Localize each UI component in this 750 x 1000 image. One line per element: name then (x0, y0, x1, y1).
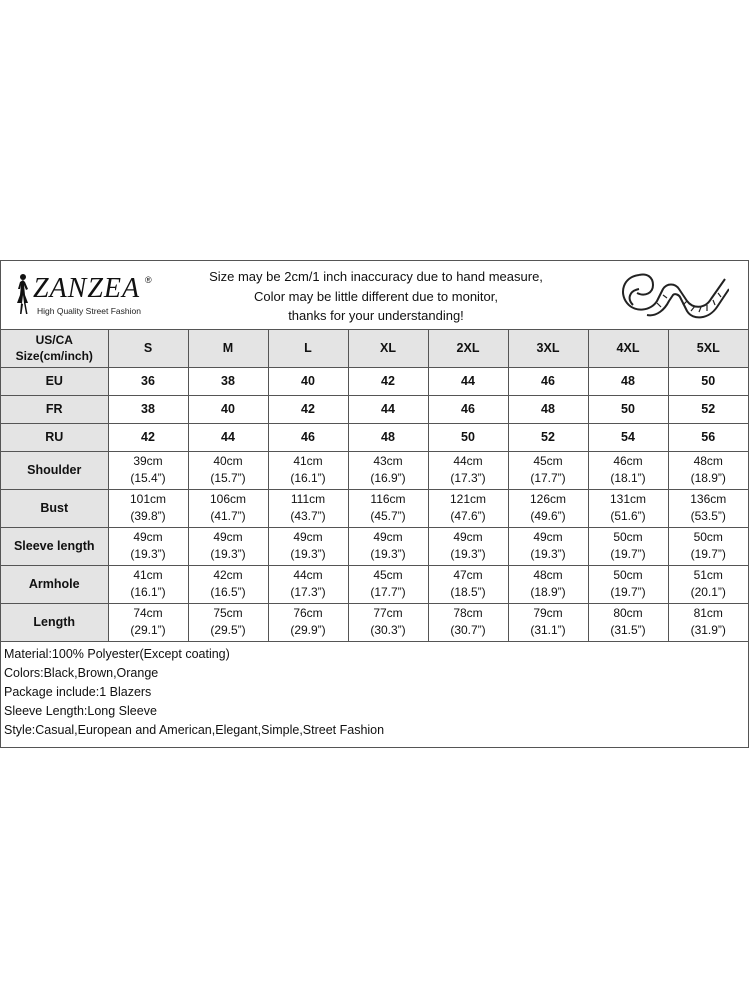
inch-value: (17.3”) (290, 585, 326, 599)
cm-value: 126cm (529, 492, 567, 506)
inch-value: (49.6”) (530, 509, 566, 523)
table-cell (588, 565, 668, 603)
cm-value: 78cm (453, 606, 483, 620)
table-cell (108, 527, 188, 565)
table-cell (348, 565, 428, 603)
cm-value: 45cm (533, 454, 563, 468)
inch-value: (16.9”) (370, 471, 406, 485)
brand-tagline: High Quality Street Fashion (37, 306, 141, 316)
inch-value: (43.7”) (290, 509, 326, 523)
table-cell: 52 (508, 423, 588, 451)
inch-value: (16.5”) (210, 585, 246, 599)
table-cell (108, 451, 188, 489)
table-cell (428, 451, 508, 489)
cm-value: 81cm (693, 606, 723, 620)
table-cell: 44 (348, 395, 428, 423)
inch-value: (30.3”) (370, 623, 406, 637)
cm-value: 44cm (293, 568, 323, 582)
inch-value: (31.5”) (610, 623, 646, 637)
detail-sleeve-length: Sleeve Length:Long Sleeve (4, 703, 157, 718)
inch-value: (20.1”) (690, 585, 726, 599)
table-cell: 56 (668, 423, 748, 451)
table-cell (588, 527, 668, 565)
table-cell: 42 (268, 395, 348, 423)
inch-value: (19.3”) (290, 547, 326, 561)
conversion-row (1, 395, 748, 423)
inch-value: (19.3”) (530, 547, 566, 561)
table-cell (348, 603, 428, 641)
table-cell: 52 (668, 395, 748, 423)
inch-value: (15.7”) (210, 471, 246, 485)
table-cell: 42 (108, 423, 188, 451)
cm-value: 111cm (290, 492, 326, 506)
disclaimer-line: Size may be 2cm/1 inch inaccuracy due to hand measure, (209, 269, 543, 284)
brand-logo (7, 269, 167, 321)
inch-value: (19.3”) (450, 547, 486, 561)
table-cell: 46 (268, 423, 348, 451)
table-cell: 42 (348, 367, 428, 395)
table-cell (668, 527, 748, 565)
inch-value: (31.9”) (690, 623, 726, 637)
conversion-row (1, 367, 748, 395)
inch-value: (41.7”) (210, 509, 246, 523)
size-label: S (108, 330, 188, 367)
table-cell (188, 451, 268, 489)
cm-value: 39cm (133, 454, 163, 468)
inch-value: (18.9”) (530, 585, 566, 599)
table-cell (188, 527, 268, 565)
disclaimer-notes (171, 267, 581, 326)
cm-value: 77cm (373, 606, 403, 620)
inch-value: (47.6”) (450, 509, 486, 523)
cm-value: 50cm (613, 530, 643, 544)
row-label: RU (1, 423, 108, 451)
table-cell (668, 565, 748, 603)
inch-value: (18.9”) (690, 471, 726, 485)
size-label: 5XL (668, 330, 748, 367)
cm-value: 50cm (613, 568, 643, 582)
cm-value: 49cm (373, 530, 403, 544)
inch-value: (29.5”) (210, 623, 246, 637)
inch-value: (17.3”) (450, 471, 486, 485)
inch-value: (29.9”) (290, 623, 326, 637)
inch-value: (18.5”) (450, 585, 486, 599)
size-label: 3XL (508, 330, 588, 367)
table-cell (508, 527, 588, 565)
cm-value: 40cm (213, 454, 243, 468)
cm-value: 49cm (133, 530, 163, 544)
size-table (1, 330, 748, 642)
cm-value: 44cm (453, 454, 483, 468)
detail-material: Material:100% Polyester(Except coating) (4, 646, 230, 661)
cm-value: 131cm (609, 492, 647, 506)
table-cell (428, 565, 508, 603)
table-cell (348, 527, 428, 565)
table-cell: 46 (428, 395, 508, 423)
table-cell (348, 489, 428, 527)
measurement-row (1, 489, 748, 527)
row-label: Armhole (1, 565, 108, 603)
cm-value: 75cm (213, 606, 243, 620)
disclaimer-line: thanks for your understanding! (288, 308, 464, 323)
inch-value: (39.8”) (130, 509, 166, 523)
inch-value: (19.7”) (690, 547, 726, 561)
inch-value: (45.7”) (370, 509, 406, 523)
table-cell (268, 527, 348, 565)
table-cell: 44 (428, 367, 508, 395)
cm-value: 106cm (209, 492, 247, 506)
cm-value: 49cm (453, 530, 483, 544)
measurement-row (1, 603, 748, 641)
cm-value: 49cm (293, 530, 323, 544)
table-cell (268, 489, 348, 527)
woman-silhouette-icon (9, 273, 35, 315)
measurement-row (1, 527, 748, 565)
table-cell (508, 451, 588, 489)
row-label: Bust (1, 489, 108, 527)
inch-value: (15.4”) (130, 471, 166, 485)
cm-value: 43cm (373, 454, 403, 468)
cm-value: 121cm (449, 492, 487, 506)
table-cell: 46 (508, 367, 588, 395)
inch-value: (19.3”) (370, 547, 406, 561)
table-cell (108, 603, 188, 641)
table-cell (268, 565, 348, 603)
disclaimer-line: Color may be little different due to monitor, (254, 288, 498, 304)
cm-value: 46cm (613, 454, 643, 468)
table-cell (268, 451, 348, 489)
table-cell: 44 (188, 423, 268, 451)
inch-value: (31.1”) (530, 623, 566, 637)
cm-value: 49cm (533, 530, 563, 544)
table-cell (188, 489, 268, 527)
cm-value: 47cm (453, 568, 483, 582)
table-cell: 40 (188, 395, 268, 423)
cm-value: 50cm (693, 530, 723, 544)
table-cell: 48 (588, 367, 668, 395)
table-cell (108, 489, 188, 527)
table-cell (268, 603, 348, 641)
inch-value: (51.6”) (610, 509, 646, 523)
cm-value: 41cm (133, 568, 163, 582)
row-label: EU (1, 367, 108, 395)
table-cell (428, 603, 508, 641)
cm-value: 41cm (293, 454, 323, 468)
inch-value: (29.1”) (130, 623, 166, 637)
product-details (1, 642, 748, 747)
size-label: XL (348, 330, 428, 367)
size-label: M (188, 330, 268, 367)
table-cell: 50 (588, 395, 668, 423)
size-header-row (1, 330, 748, 367)
size-chart-header (1, 261, 748, 330)
table-cell (588, 489, 668, 527)
cm-value: 80cm (613, 606, 643, 620)
inch-value: (17.7”) (370, 585, 406, 599)
table-cell: 40 (268, 367, 348, 395)
registered-mark: ® (145, 275, 152, 285)
cm-value: 136cm (690, 492, 727, 506)
detail-style: Style:Casual,European and American,Elegant,Simple,Street Fashion (4, 722, 385, 737)
measurement-row (1, 565, 748, 603)
table-cell (428, 527, 508, 565)
cm-value: 79cm (533, 606, 563, 620)
inch-value: (19.7”) (610, 547, 646, 561)
table-cell (588, 603, 668, 641)
measurement-row (1, 451, 748, 489)
row-label: Sleeve length (1, 527, 108, 565)
measuring-tape-icon (617, 265, 729, 327)
brand-name: ZANZEA (33, 273, 141, 304)
table-cell (508, 603, 588, 641)
row-label: FR (1, 395, 108, 423)
size-chart (0, 260, 749, 748)
inch-value: (19.3”) (130, 547, 166, 561)
table-cell (668, 489, 748, 527)
conversion-row (1, 423, 748, 451)
table-cell (668, 603, 748, 641)
inch-value: (19.7”) (610, 585, 646, 599)
table-cell: 50 (668, 367, 748, 395)
detail-colors: Colors:Black,Brown,Orange (4, 665, 159, 680)
table-cell (428, 489, 508, 527)
cm-value: 116cm (370, 492, 406, 506)
cm-value: 76cm (293, 606, 323, 620)
size-label: 4XL (588, 330, 668, 367)
inch-value: (19.3”) (210, 547, 246, 561)
inch-value: (16.1”) (290, 471, 326, 485)
cm-value: 45cm (373, 568, 403, 582)
size-header-label: US/CA Size(cm/inch) (1, 330, 108, 367)
inch-value: (30.7”) (450, 623, 486, 637)
table-cell: 48 (508, 395, 588, 423)
row-label: Shoulder (1, 451, 108, 489)
table-cell (348, 451, 428, 489)
size-label: 2XL (428, 330, 508, 367)
cm-value: 48cm (693, 454, 723, 468)
inch-value: (53.5”) (690, 509, 726, 523)
cm-value: 51cm (693, 568, 723, 582)
table-cell (188, 565, 268, 603)
inch-value: (17.7”) (530, 471, 566, 485)
cm-value: 101cm (129, 492, 167, 506)
table-cell (508, 489, 588, 527)
table-cell (508, 565, 588, 603)
table-cell (188, 603, 268, 641)
table-cell: 38 (108, 395, 188, 423)
table-cell (588, 451, 668, 489)
row-label: Length (1, 603, 108, 641)
table-cell: 54 (588, 423, 668, 451)
table-cell (668, 451, 748, 489)
table-cell (108, 565, 188, 603)
inch-value: (18.1”) (610, 471, 646, 485)
detail-package: Package include:1 Blazers (4, 684, 152, 699)
cm-value: 42cm (213, 568, 243, 582)
inch-value: (16.1”) (130, 585, 166, 599)
cm-value: 49cm (213, 530, 243, 544)
table-cell: 38 (188, 367, 268, 395)
table-cell: 50 (428, 423, 508, 451)
cm-value: 74cm (133, 606, 163, 620)
cm-value: 48cm (533, 568, 563, 582)
size-label: L (268, 330, 348, 367)
table-cell: 48 (348, 423, 428, 451)
table-cell: 36 (108, 367, 188, 395)
